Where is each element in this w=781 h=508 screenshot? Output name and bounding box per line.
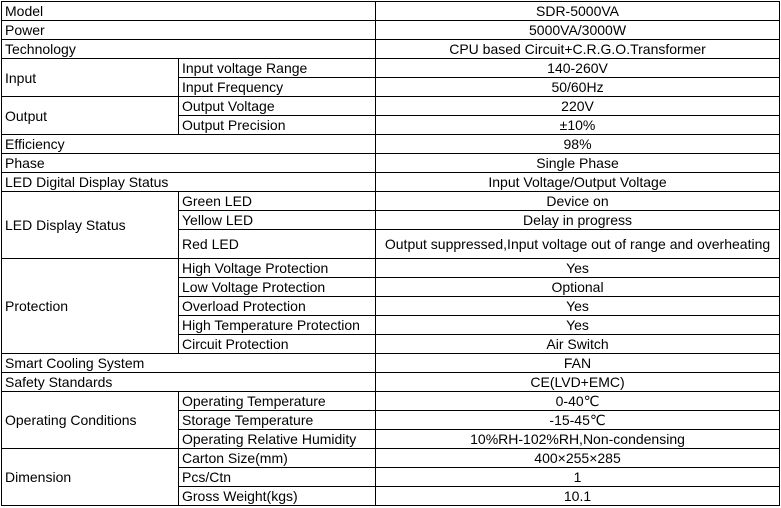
- group-label-output: Output: [2, 97, 179, 135]
- row-label-green-led: Green LED: [179, 192, 376, 211]
- row-label-power: Power: [2, 21, 376, 40]
- row-value-efficiency: 98%: [376, 135, 780, 154]
- table-row: [2, 59, 780, 78]
- row-label-carton-size: Carton Size(mm): [179, 449, 376, 468]
- row-label-model: Model: [2, 2, 376, 21]
- row-label-high-temperature-protection: High Temperature Protection: [179, 316, 376, 335]
- row-label-overload-protection: Overload Protection: [179, 297, 376, 316]
- row-value-humidity: 10%RH-102%RH,Non-condensing: [376, 430, 780, 449]
- row-value-circuit-protection: Air Switch: [376, 335, 780, 354]
- table-row: [2, 40, 780, 59]
- row-value-led-digital: Input Voltage/Output Voltage: [376, 173, 780, 192]
- table-row: [2, 2, 780, 21]
- table-row: [2, 21, 780, 40]
- group-label-input: Input: [2, 59, 179, 97]
- row-value-input-voltage-range: 140-260V: [376, 59, 780, 78]
- row-value-safety: CE(LVD+EMC): [376, 373, 780, 392]
- row-value-model: SDR-5000VA: [376, 2, 780, 21]
- row-value-overload-protection: Yes: [376, 297, 780, 316]
- group-label-led-display: LED Display Status: [2, 192, 179, 259]
- row-label-input-frequency: Input Frequency: [179, 78, 376, 97]
- row-label-phase: Phase: [2, 154, 376, 173]
- row-value-storage-temperature: -15-45℃: [376, 411, 780, 430]
- row-value-high-voltage-protection: Yes: [376, 259, 780, 278]
- row-label-output-precision: Output Precision: [179, 116, 376, 135]
- table-row: [2, 97, 780, 116]
- row-value-gross-weight: 10.1: [376, 487, 780, 506]
- table-row: [2, 354, 780, 373]
- spec-table: [1, 1, 780, 506]
- row-value-input-frequency: 50/60Hz: [376, 78, 780, 97]
- row-label-low-voltage-protection: Low Voltage Protection: [179, 278, 376, 297]
- row-value-phase: Single Phase: [376, 154, 780, 173]
- row-label-humidity: Operating Relative Humidity: [179, 430, 376, 449]
- row-value-output-voltage: 220V: [376, 97, 780, 116]
- group-label-dimension: Dimension: [2, 449, 179, 506]
- row-label-high-voltage-protection: High Voltage Protection: [179, 259, 376, 278]
- row-value-output-precision: ±10%: [376, 116, 780, 135]
- row-value-cooling: FAN: [376, 354, 780, 373]
- table-row: [2, 392, 780, 411]
- group-label-protection: Protection: [2, 259, 179, 354]
- row-value-high-temperature-protection: Yes: [376, 316, 780, 335]
- row-value-red-led: Output suppressed,Input voltage out of range and overheating: [376, 230, 780, 259]
- table-row: [2, 173, 780, 192]
- row-value-green-led: Device on: [376, 192, 780, 211]
- row-label-storage-temperature: Storage Temperature: [179, 411, 376, 430]
- row-label-operating-temperature: Operating Temperature: [179, 392, 376, 411]
- row-value-operating-temperature: 0-40℃: [376, 392, 780, 411]
- row-label-safety: Safety Standards: [2, 373, 376, 392]
- row-label-technology: Technology: [2, 40, 376, 59]
- row-value-technology: CPU based Circuit+C.R.G.O.Transformer: [376, 40, 780, 59]
- row-value-power: 5000VA/3000W: [376, 21, 780, 40]
- row-label-red-led: Red LED: [179, 230, 376, 259]
- group-label-operating-conditions: Operating Conditions: [2, 392, 179, 449]
- row-label-led-digital: LED Digital Display Status: [2, 173, 376, 192]
- row-value-carton-size: 400×255×285: [376, 449, 780, 468]
- row-label-circuit-protection: Circuit Protection: [179, 335, 376, 354]
- table-row: [2, 259, 780, 278]
- row-value-low-voltage-protection: Optional: [376, 278, 780, 297]
- table-row: [2, 154, 780, 173]
- table-row: [2, 449, 780, 468]
- row-label-yellow-led: Yellow LED: [179, 211, 376, 230]
- row-label-gross-weight: Gross Weight(kgs): [179, 487, 376, 506]
- row-label-input-voltage-range: Input voltage Range: [179, 59, 376, 78]
- row-value-pcs-ctn: 1: [376, 468, 780, 487]
- table-row: [2, 373, 780, 392]
- row-label-efficiency: Efficiency: [2, 135, 376, 154]
- row-label-output-voltage: Output Voltage: [179, 97, 376, 116]
- row-value-yellow-led: Delay in progress: [376, 211, 780, 230]
- table-row: [2, 135, 780, 154]
- table-row: [2, 192, 780, 211]
- row-label-pcs-ctn: Pcs/Ctn: [179, 468, 376, 487]
- row-label-cooling: Smart Cooling System: [2, 354, 376, 373]
